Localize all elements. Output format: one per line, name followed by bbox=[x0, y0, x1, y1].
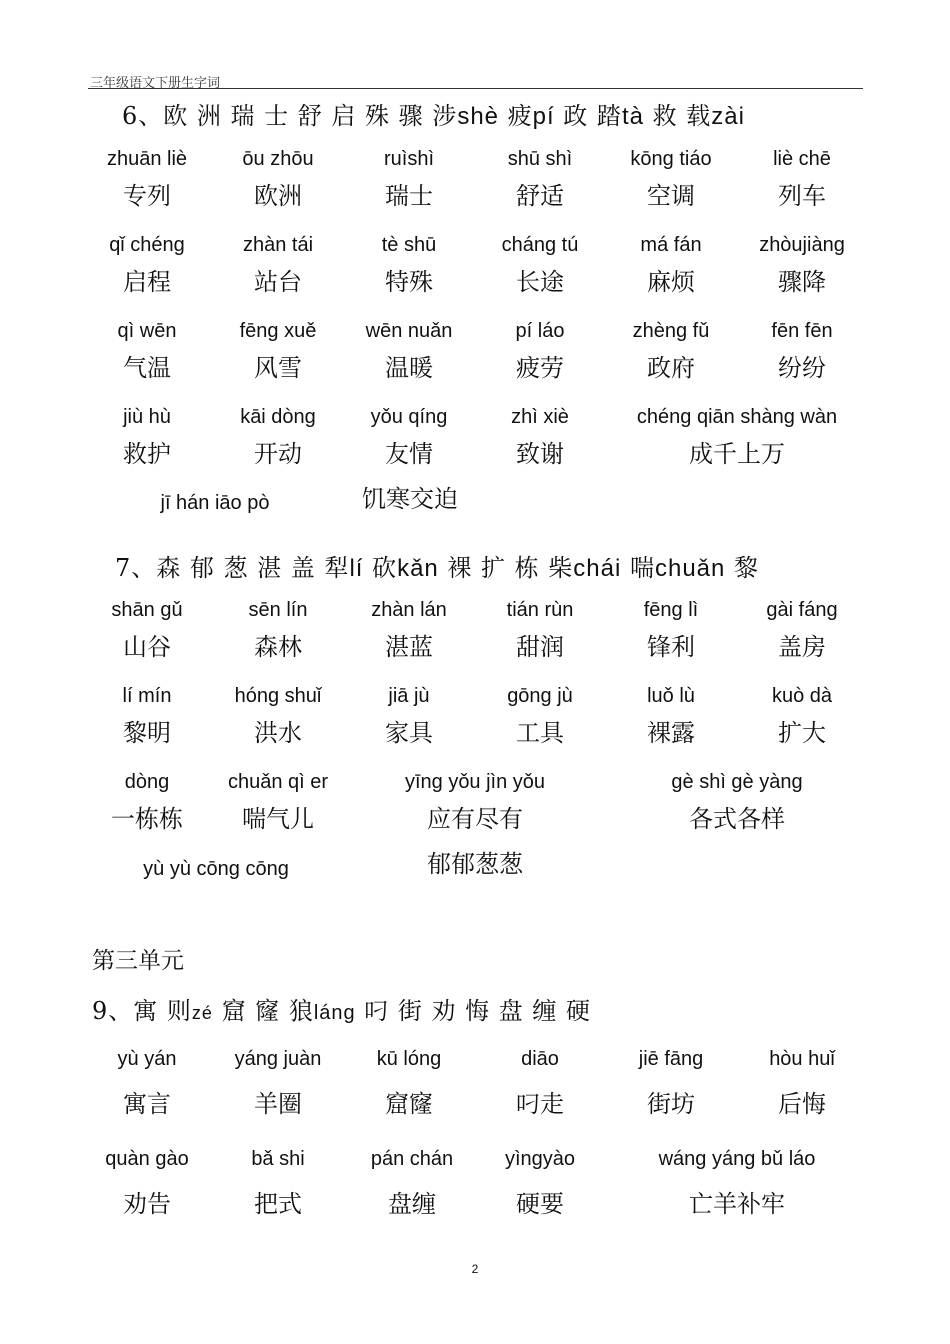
word-pinyin: diāo bbox=[521, 1048, 559, 1070]
word-item bbox=[97, 598, 197, 662]
word-pinyin: shū shì bbox=[507, 148, 573, 170]
word-hanzi: 政府 bbox=[647, 354, 695, 382]
word-item bbox=[208, 770, 348, 834]
word-pinyin: liè chē bbox=[773, 148, 831, 170]
word-pinyin: kōng tiáo bbox=[630, 148, 712, 170]
word-hanzi: 纷纷 bbox=[778, 354, 826, 382]
word-hanzi: 把式 bbox=[254, 1190, 302, 1218]
word-pinyin: jiù hù bbox=[123, 406, 171, 428]
word-pinyin: chéng qiān shàng wàn bbox=[636, 406, 838, 428]
word-item bbox=[490, 147, 590, 211]
word-hanzi: 家具 bbox=[385, 719, 433, 747]
word-item bbox=[752, 319, 852, 383]
word-hanzi: 硬要 bbox=[516, 1190, 564, 1218]
word-hanzi: 裸露 bbox=[647, 719, 695, 747]
word-hanzi: 开动 bbox=[254, 440, 302, 468]
word-hanzi: 寓言 bbox=[123, 1090, 171, 1118]
word-hanzi: 各式各样 bbox=[689, 805, 785, 833]
word-hanzi: 亡羊补牢 bbox=[689, 1190, 785, 1218]
word-pinyin: yīng yǒu jìn yǒu bbox=[404, 771, 546, 793]
word-pinyin: ruìshì bbox=[383, 148, 435, 170]
word-item bbox=[97, 233, 197, 297]
word-hanzi: 瑞士 bbox=[385, 182, 433, 210]
word-pinyin: pí láo bbox=[515, 320, 565, 342]
word-hanzi: 站台 bbox=[254, 268, 302, 296]
word-hanzi: 致谢 bbox=[516, 440, 564, 468]
word-hanzi: 欧洲 bbox=[254, 182, 302, 210]
word-hanzi: 应有尽有 bbox=[427, 805, 523, 833]
word-pinyin: gōng jù bbox=[507, 685, 573, 707]
word-hanzi: 洪水 bbox=[254, 719, 302, 747]
word-pinyin: gài fáng bbox=[766, 599, 838, 621]
word-hanzi: 饥寒交迫 bbox=[362, 485, 458, 513]
word-pinyin: yǒu qíng bbox=[370, 406, 448, 428]
word-item bbox=[375, 770, 575, 834]
word-pinyin: hòu huǐ bbox=[769, 1048, 835, 1070]
word-item bbox=[621, 598, 721, 662]
lesson-9-number: 9、 bbox=[92, 997, 134, 1025]
word-pinyin: má fán bbox=[640, 234, 702, 256]
word-hanzi: 成千上万 bbox=[689, 440, 785, 468]
word-item bbox=[97, 1047, 197, 1119]
word-hanzi: 盘缠 bbox=[388, 1190, 436, 1218]
word-hanzi: 骤降 bbox=[778, 268, 826, 296]
word-item bbox=[359, 1047, 459, 1119]
word-pinyin: yù yán bbox=[117, 1048, 177, 1070]
word-pinyin: wáng yáng bǔ láo bbox=[658, 1148, 816, 1170]
word-hanzi: 山谷 bbox=[123, 633, 171, 661]
word-pinyin: dòng bbox=[124, 771, 170, 793]
word-item bbox=[359, 684, 459, 748]
word-item bbox=[621, 684, 721, 748]
word-hanzi: 锋利 bbox=[647, 633, 695, 661]
word-item bbox=[228, 319, 328, 383]
word-item bbox=[359, 233, 459, 297]
word-item bbox=[490, 319, 590, 383]
word-hanzi: 温暖 bbox=[385, 354, 433, 382]
word-hanzi: 森林 bbox=[254, 633, 302, 661]
word-pinyin: zhòujiàng bbox=[759, 234, 845, 256]
word-pinyin: zhuān liè bbox=[106, 148, 188, 170]
word-pinyin: zhèng fǔ bbox=[632, 320, 710, 342]
word-pinyin: fēng xuě bbox=[239, 320, 317, 342]
word-hanzi: 特殊 bbox=[385, 268, 433, 296]
word-pinyin: sēn lín bbox=[248, 599, 308, 621]
word-pinyin: fēng lì bbox=[643, 599, 699, 621]
word-hanzi: 羊圈 bbox=[254, 1090, 302, 1118]
word-pinyin: chuǎn qì er bbox=[227, 771, 329, 793]
word-item bbox=[490, 684, 590, 748]
word-item bbox=[330, 484, 490, 514]
word-item bbox=[627, 1147, 847, 1219]
word-pinyin: tián rùn bbox=[506, 599, 574, 621]
word-item bbox=[228, 233, 328, 297]
word-item bbox=[359, 319, 459, 383]
word-item bbox=[490, 598, 590, 662]
word-pinyin: kāi dòng bbox=[240, 406, 316, 428]
word-hanzi: 黎明 bbox=[123, 719, 171, 747]
word-pinyin: lí mín bbox=[122, 685, 172, 707]
word-hanzi: 工具 bbox=[516, 719, 564, 747]
word-item bbox=[97, 770, 197, 834]
word-pinyin: pán chán bbox=[370, 1148, 454, 1170]
word-hanzi: 气温 bbox=[123, 354, 171, 382]
word-pinyin: yù yù cōng cōng bbox=[143, 858, 289, 880]
lesson-7-characters: 7、森 郁 葱 湛 盖 犁lí 砍kǎn 裸 扩 栋 柴chái 喘chuǎn 黎 bbox=[115, 554, 759, 582]
word-hanzi: 窟窿 bbox=[385, 1090, 433, 1118]
unit-3-heading: 第三单元 bbox=[92, 948, 184, 974]
word-hanzi: 甜润 bbox=[516, 633, 564, 661]
word-item bbox=[228, 1147, 328, 1219]
word-hanzi: 长途 bbox=[516, 268, 564, 296]
word-pinyin: kuò dà bbox=[771, 685, 833, 707]
word-item bbox=[490, 1147, 590, 1219]
word-hanzi: 疲劳 bbox=[516, 354, 564, 382]
word-item bbox=[228, 405, 328, 469]
word-item bbox=[395, 849, 555, 879]
word-item bbox=[359, 598, 459, 662]
word-item bbox=[752, 684, 852, 748]
word-item bbox=[752, 598, 852, 662]
word-item bbox=[228, 684, 328, 748]
word-hanzi: 后悔 bbox=[778, 1090, 826, 1118]
word-hanzi: 启程 bbox=[123, 268, 171, 296]
word-pinyin: kū lóng bbox=[376, 1048, 442, 1070]
word-item bbox=[752, 1047, 852, 1119]
word-hanzi: 郁郁葱葱 bbox=[427, 850, 523, 878]
word-item bbox=[228, 598, 328, 662]
word-pinyin: qì wēn bbox=[117, 320, 177, 342]
word-hanzi: 风雪 bbox=[254, 354, 302, 382]
word-item bbox=[97, 319, 197, 383]
word-hanzi: 扩大 bbox=[778, 719, 826, 747]
word-pinyin: luǒ lù bbox=[647, 685, 695, 707]
word-pinyin: shān gǔ bbox=[111, 599, 183, 621]
word-item bbox=[130, 491, 300, 515]
word-pinyin: jiē fāng bbox=[638, 1048, 704, 1070]
word-item bbox=[612, 405, 862, 469]
word-hanzi: 喘气儿 bbox=[242, 805, 314, 833]
word-hanzi: 一栋栋 bbox=[111, 805, 183, 833]
word-hanzi: 街坊 bbox=[647, 1090, 695, 1118]
word-hanzi: 救护 bbox=[123, 440, 171, 468]
word-item bbox=[621, 319, 721, 383]
word-item bbox=[621, 233, 721, 297]
word-item bbox=[97, 405, 197, 469]
lesson-6-characters: 6、欧 洲 瑞 士 舒 启 殊 骤 涉shè 疲pí 政 踏tà 救 载zài bbox=[122, 102, 745, 130]
word-pinyin: zhì xiè bbox=[511, 406, 569, 428]
word-pinyin: zhàn tái bbox=[242, 234, 314, 256]
word-hanzi: 盖房 bbox=[778, 633, 826, 661]
word-item bbox=[97, 1147, 197, 1219]
word-pinyin: yáng juàn bbox=[234, 1048, 322, 1070]
word-item bbox=[97, 684, 197, 748]
word-hanzi: 叼走 bbox=[516, 1090, 564, 1118]
word-pinyin: yìngyào bbox=[504, 1148, 576, 1170]
word-item bbox=[218, 1047, 338, 1119]
word-pinyin: hóng shuǐ bbox=[234, 685, 322, 707]
word-item bbox=[490, 1047, 590, 1119]
word-pinyin: cháng tú bbox=[501, 234, 579, 256]
word-pinyin: quàn gào bbox=[105, 1148, 189, 1170]
word-pinyin: fēn fēn bbox=[771, 320, 833, 342]
word-item bbox=[490, 405, 590, 469]
word-pinyin: zhàn lán bbox=[371, 599, 447, 621]
lesson-7-number: 7、 bbox=[115, 554, 157, 582]
word-item bbox=[621, 1047, 721, 1119]
word-pinyin: ōu zhōu bbox=[242, 148, 314, 170]
word-item bbox=[490, 233, 590, 297]
word-pinyin: gè shì gè yàng bbox=[671, 771, 803, 793]
word-item bbox=[228, 147, 328, 211]
word-pinyin: bǎ shi bbox=[251, 1148, 305, 1170]
word-item bbox=[97, 147, 197, 211]
word-item bbox=[359, 405, 459, 469]
word-item bbox=[752, 233, 852, 297]
word-item bbox=[621, 147, 721, 211]
word-hanzi: 麻烦 bbox=[647, 268, 695, 296]
word-pinyin: jī hán iāo pò bbox=[160, 492, 270, 514]
word-hanzi: 友情 bbox=[385, 440, 433, 468]
lesson-9-characters: 9、寓 则zé 窟 窿 狼láng 叼 街 劝 悔 盘 缠 硬 bbox=[92, 997, 592, 1025]
header-divider bbox=[88, 88, 863, 89]
word-item bbox=[359, 147, 459, 211]
word-item bbox=[126, 857, 306, 881]
word-hanzi: 湛蓝 bbox=[385, 633, 433, 661]
word-pinyin: jiā jù bbox=[388, 685, 430, 707]
lesson-6-number: 6、 bbox=[122, 102, 164, 130]
word-item bbox=[352, 1147, 472, 1219]
word-pinyin: qǐ chéng bbox=[109, 234, 185, 256]
word-pinyin: wēn nuǎn bbox=[365, 320, 453, 342]
word-hanzi: 列车 bbox=[778, 182, 826, 210]
word-item bbox=[752, 147, 852, 211]
word-hanzi: 劝告 bbox=[123, 1190, 171, 1218]
word-hanzi: 空调 bbox=[647, 182, 695, 210]
word-hanzi: 舒适 bbox=[516, 182, 564, 210]
page-number: 2 bbox=[471, 1262, 479, 1276]
page-header: 三年级语文下册生字词 bbox=[90, 76, 221, 91]
word-pinyin: tè shū bbox=[381, 234, 437, 256]
word-hanzi: 专列 bbox=[123, 182, 171, 210]
word-item bbox=[627, 770, 847, 834]
